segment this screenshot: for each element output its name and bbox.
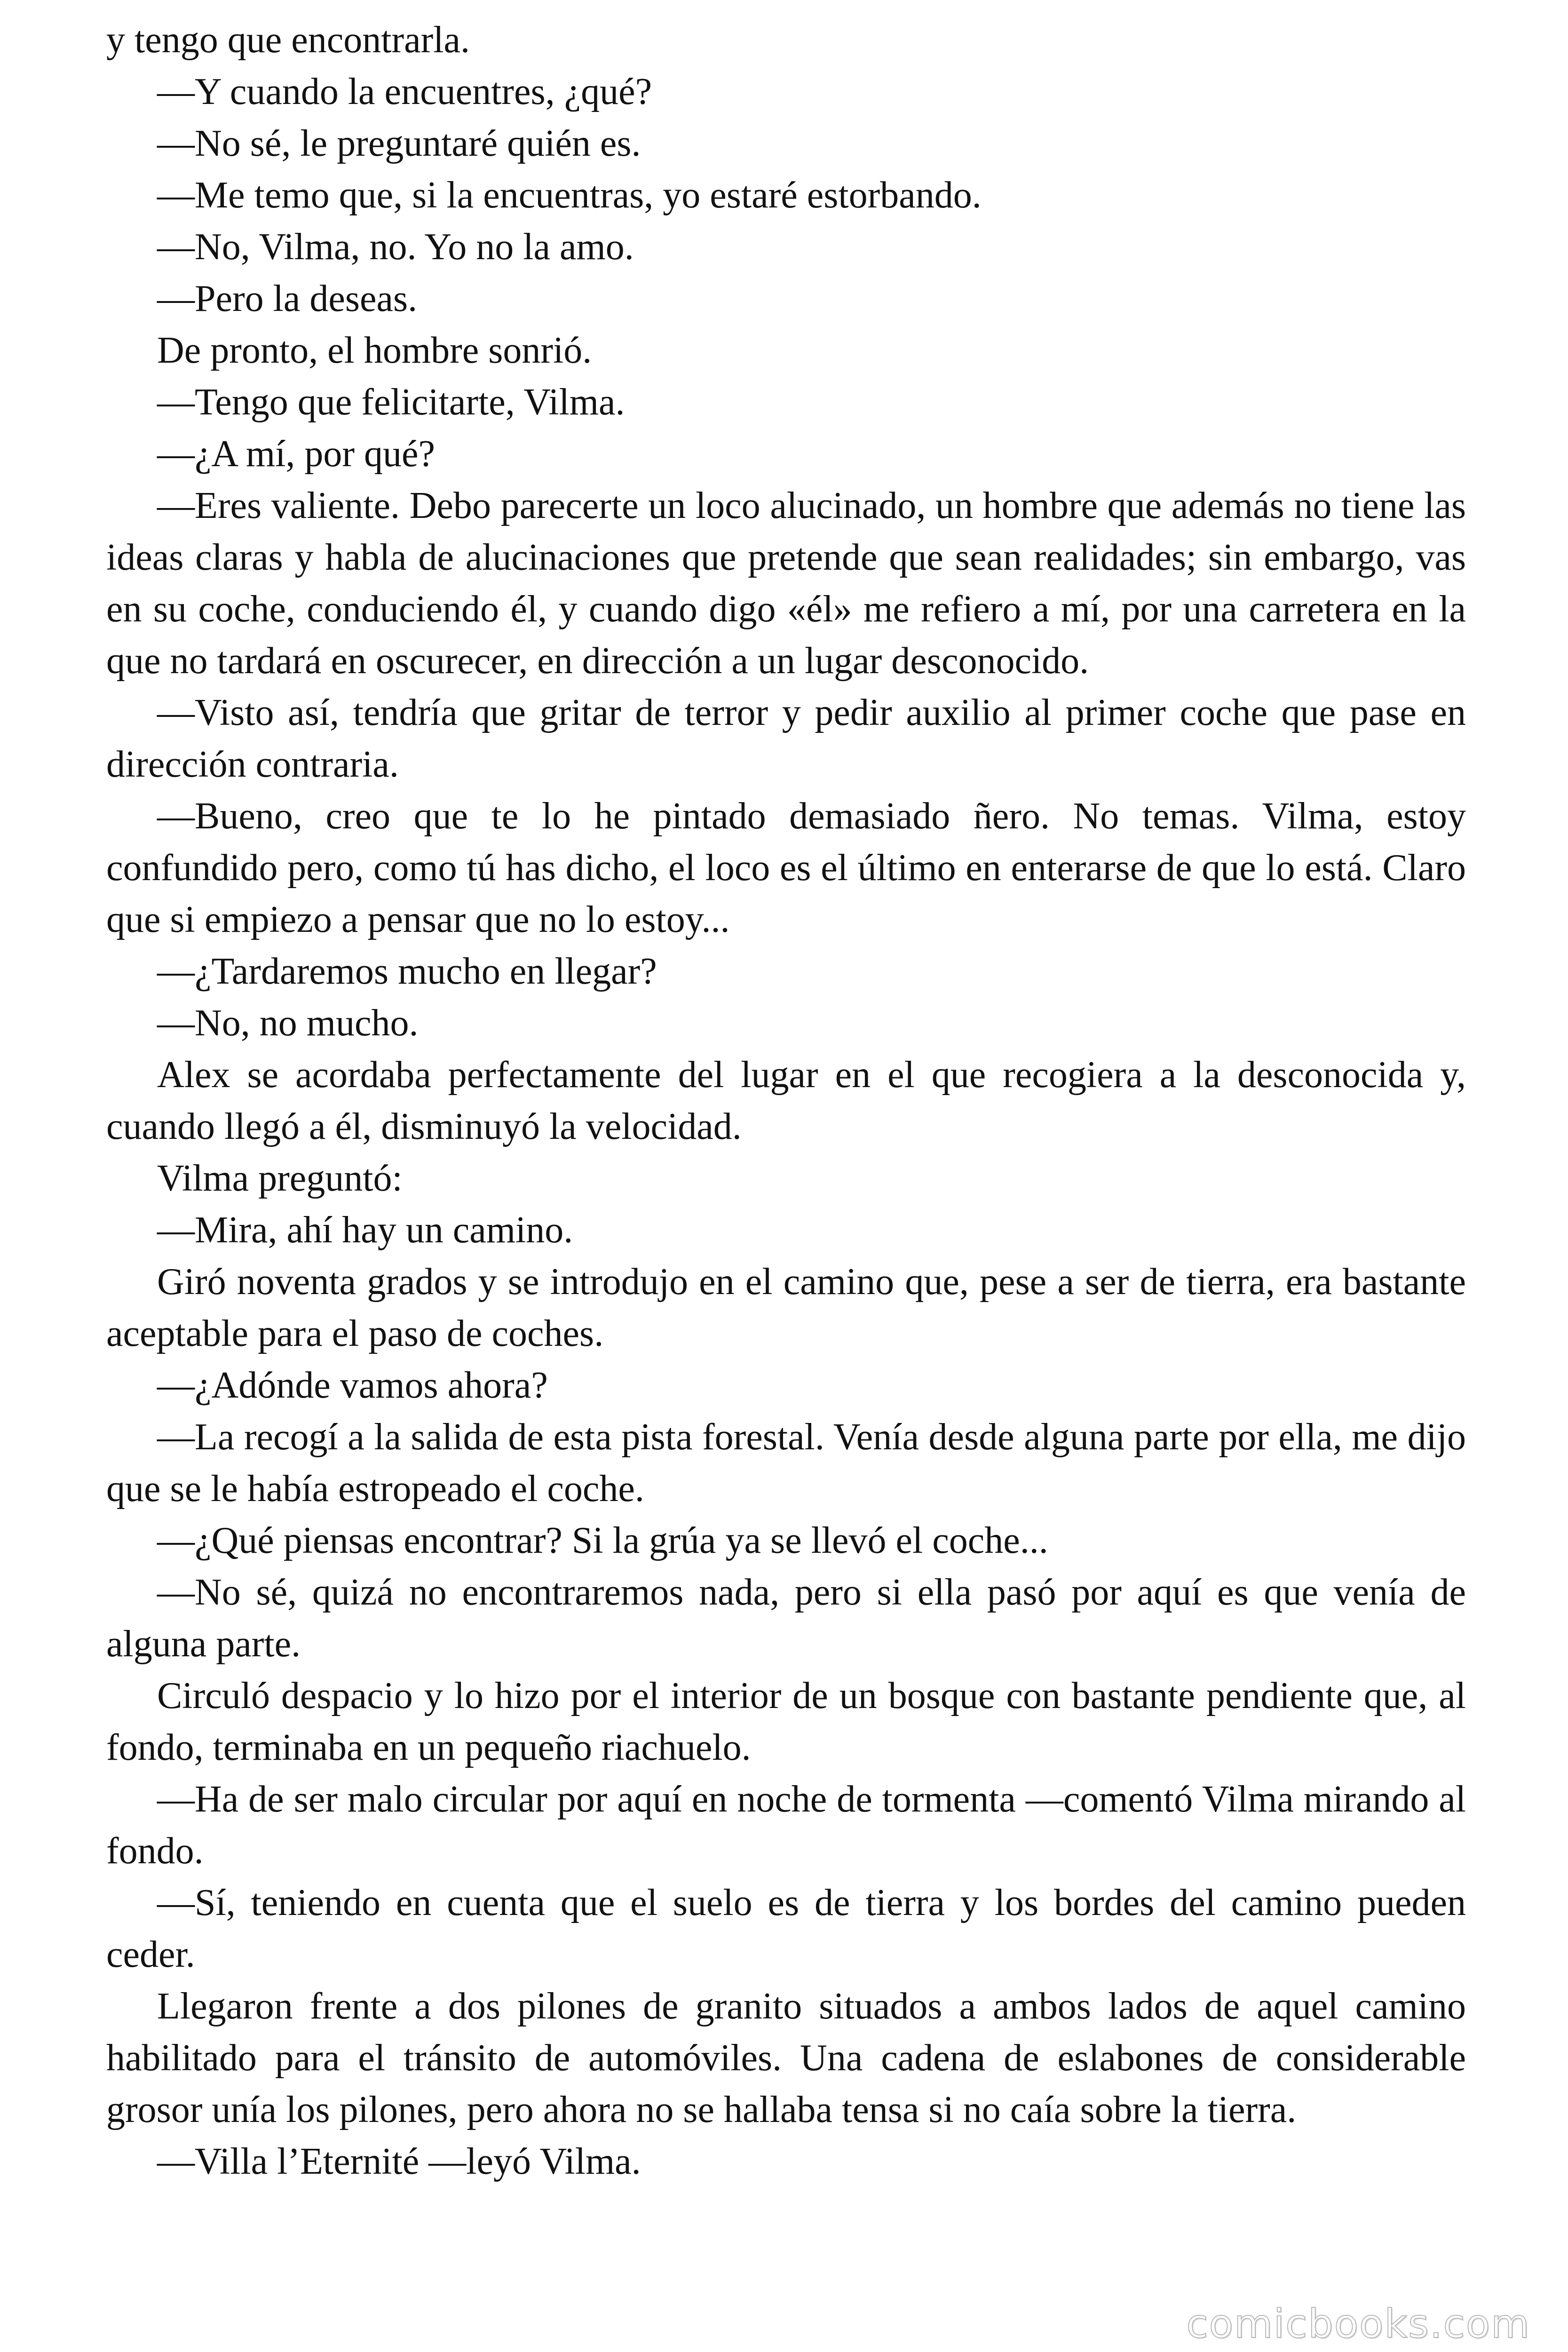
paragraph: —Y cuando la encuentres, ¿qué?	[157, 71, 652, 112]
paragraph: —No sé, le preguntaré quién es.	[157, 123, 641, 164]
paragraph: —Tengo que felicitarte, Vilma.	[157, 381, 625, 423]
watermark: comicbooks.com	[1186, 2301, 1530, 2347]
paragraph: Llegaron frente a dos pilones de granito situados a ambos lados de aquel camino habilitado para el tránsito de automóviles. Una cadena de eslabones de considerable grosor unía los pilones, pero ahora no se hallaba tensa si no caía sobre la tierra.	[106, 1986, 1466, 2130]
paragraph: —Pero la deseas.	[157, 278, 418, 319]
paragraph: —¿A mí, por qué?	[157, 433, 435, 475]
paragraph: —Mira, ahí hay un camino.	[157, 1209, 573, 1251]
paragraph: —Bueno, creo que te lo he pintado demasiado ñero. No temas. Vilma, estoy confundido pero, como tú has dicho, el loco es el último en enterarse de que lo está. Claro que si empiezo a pensar que no lo estoy...	[106, 795, 1466, 940]
paragraph: —Eres valiente. Debo parecerte un loco alucinado, un hombre que además no tiene las ideas claras y habla de alucinaciones que pretende que sean realidades; sin embargo, vas en su coche, conduciendo él, y cuando digo «él» me refiero a mí, por una carretera en la que no tardará en oscurecer, en dirección a un lugar desconocido.	[106, 485, 1466, 682]
paragraph: De pronto, el hombre sonrió.	[157, 330, 592, 371]
paragraph: Circuló despacio y lo hizo por el interior de un bosque con bastante pendiente que, al fondo, terminaba en un pequeño riachuelo.	[106, 1675, 1466, 1768]
paragraph: —Ha de ser malo circular por aquí en noche de tormenta —comentó Vilma mirando al fondo.	[106, 1779, 1466, 1872]
paragraph: —Sí, teniendo en cuenta que el suelo es de tierra y los bordes del camino pueden ceder.	[106, 1882, 1466, 1975]
paragraph: —Villa l’Eternité —leyó Vilma.	[157, 2141, 641, 2182]
paragraph: y tengo que encontrarla.	[106, 19, 470, 61]
paragraph: —No, Vilma, no. Yo no la amo.	[157, 226, 634, 268]
paragraph: —La recogí a la salida de esta pista forestal. Venía desde alguna parte por ella, me dijo que se le había estropeado el coche.	[106, 1416, 1466, 1510]
paragraph: Vilma preguntó:	[157, 1158, 403, 1199]
paragraph: —¿Tardaremos mucho en llegar?	[157, 951, 657, 992]
paragraph: —¿Adónde vamos ahora?	[157, 1365, 548, 1406]
paragraph: —No, no mucho.	[157, 1002, 419, 1044]
book-page-text	[106, 14, 1466, 2187]
paragraph: Alex se acordaba perfectamente del lugar en el que recogiera a la desconocida y, cuando llegó a él, disminuyó la velocidad.	[106, 1054, 1466, 1147]
paragraph: —¿Qué piensas encontrar? Si la grúa ya se llevó el coche...	[157, 1520, 1048, 1561]
paragraph: Giró noventa grados y se introdujo en el camino que, pese a ser de tierra, era bastante aceptable para el paso de coches.	[106, 1261, 1466, 1354]
paragraph: —No sé, quizá no encontraremos nada, pero si ella pasó por aquí es que venía de alguna parte.	[106, 1572, 1466, 1665]
paragraph: —Me temo que, si la encuentras, yo estaré estorbando.	[157, 175, 982, 216]
paragraph: —Visto así, tendría que gritar de terror y pedir auxilio al primer coche que pase en dirección contraria.	[106, 692, 1466, 785]
